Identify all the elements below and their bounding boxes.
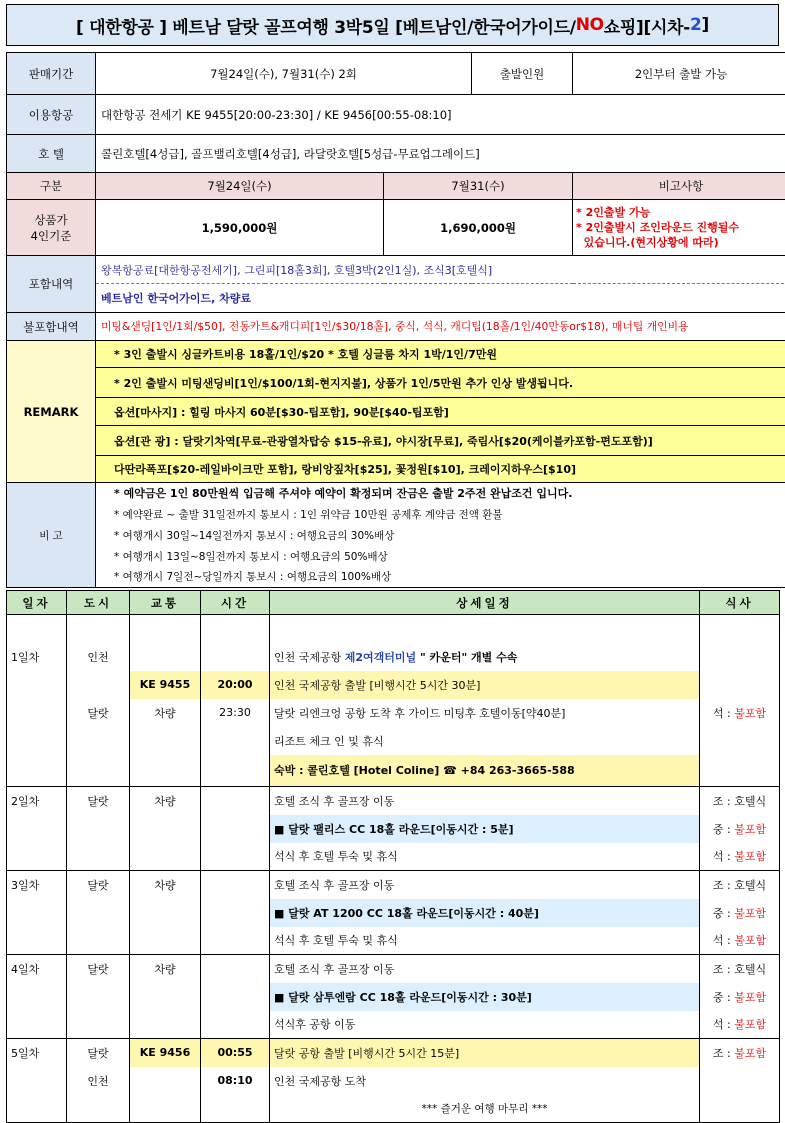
remark-3: 옵션[마사지] : 힐링 마사지 60분[$30-팁포함], 90분[$40-팁포함] — [96, 398, 785, 426]
depart-label: 출발인원 — [472, 53, 573, 95]
meal-value: 호텔식 — [734, 879, 766, 892]
include-label: 포함내역 — [7, 256, 96, 313]
day3-detail-1: 호텔 조식 후 골프장 이동 — [270, 871, 700, 899]
day2-detail-3: 석식 후 호텔 투숙 및 휴식 — [270, 843, 700, 871]
price-value-2: 1,690,000원 — [384, 200, 573, 256]
page-title — [6, 4, 779, 46]
day2-meal-1 — [700, 787, 780, 815]
meal-key: 석 : — [713, 850, 734, 863]
day5-detail-1: 달랏 공항 출발 [비행시간 5시간 15분] — [270, 1039, 700, 1067]
note-5: * 여행개시 7일전~당일까지 통보시 : 여행요금의 100%배상 — [96, 567, 785, 588]
price-note — [573, 200, 785, 256]
day2-car: 차량 — [130, 787, 201, 815]
day5-time2: 08:10 — [201, 1067, 270, 1095]
day3-detail-3: 석식 후 호텔 투숙 및 휴식 — [270, 927, 700, 955]
meal-key: 석 : — [713, 934, 734, 947]
meal-key: 석 : — [713, 707, 734, 720]
day1-car: 차량 — [130, 699, 201, 727]
day1-detail-2: 인천 국제공항 출발 [비행시간 5시간 30분] — [270, 671, 700, 699]
day2-golf: ■ 달랏 팰리스 CC 18홀 라운드[이동시간 : 5분] — [270, 815, 700, 843]
remark-label: REMARK — [7, 341, 96, 483]
air-label: 이용항공 — [7, 95, 96, 135]
meal-key: 조 : — [713, 795, 734, 808]
day4-city: 달랏 — [67, 955, 130, 983]
day1-detail-4: 리조트 체크 인 및 휴식 — [270, 727, 700, 755]
price-head-date2: 7월31(수) — [384, 173, 573, 200]
day4-car: 차량 — [130, 955, 201, 983]
day5-time1: 00:55 — [201, 1039, 270, 1067]
day1-terminal: 제2여객터미널 — [345, 651, 416, 664]
price-label — [7, 200, 96, 256]
price-head-note: 비고사항 — [573, 173, 785, 200]
day1-detail-1c: " 카운터" 개별 수속 — [416, 651, 517, 664]
price-head-date1: 7월24일(수) — [96, 173, 384, 200]
meal-value: 불포함 — [734, 991, 766, 1004]
title-no-shopping: NO — [576, 15, 604, 35]
it-head-trans: 교통 — [130, 591, 201, 615]
day1-detail-1 — [270, 643, 700, 671]
day5-meal-1 — [700, 1039, 780, 1067]
day2-meal-2 — [700, 815, 780, 843]
day1-label: 1일차 — [7, 643, 67, 671]
meal-key: 석 : — [713, 1018, 734, 1031]
day1-time1: 20:00 — [201, 671, 270, 699]
meal-value: 호텔식 — [734, 795, 766, 808]
meal-value: 불포함 — [734, 823, 766, 836]
day3-meal-1 — [700, 871, 780, 899]
day2-city: 달랏 — [67, 787, 130, 815]
note-2: * 예약완료 ~ 출발 31일전까지 통보시 : 1인 위약금 10만원 공제후 계약금 전액 환불 — [96, 504, 785, 525]
remark-2: * 2인 출발시 미팅샌딩비[1인/$100/1회-현지지불], 상품가 1인/5만원 추가 인상 발생됩니다. — [96, 368, 785, 398]
day5-city1: 달랏 — [67, 1039, 130, 1067]
day4-golf: ■ 달랏 삼투엔람 CC 18홀 라운드[이동시간 : 30분] — [270, 983, 700, 1011]
it-head-meal: 식사 — [700, 591, 780, 615]
it-head-city: 도시 — [67, 591, 130, 615]
notes-label: 비 고 — [7, 483, 96, 588]
day1-detail-1a: 인천 국제공항 — [274, 651, 345, 664]
day3-label: 3일차 — [7, 871, 67, 899]
air-value: 대한항공 전세기 KE 9455[20:00-23:30] / KE 9456[00:55-08:10] — [96, 95, 785, 135]
day4-detail-3: 석식후 공항 이동 — [270, 1011, 700, 1039]
include-line-2: 베트남인 한국어가이드, 차량료 — [96, 284, 785, 313]
price-label-2: 4인기준 — [31, 229, 72, 243]
info-table — [6, 52, 785, 588]
itinerary-table — [6, 590, 780, 1123]
sale-label: 판매기간 — [7, 53, 96, 95]
sale-value: 7월24일(수), 7월31(수) 2회 — [96, 53, 472, 95]
title-part: [ 대한항공 ] 베트남 달랏 골프여행 3박5일 [베트남인/한국어가이드/ — [76, 13, 576, 38]
note-4: * 여행개시 13일~8일전까지 통보시 : 여행요금의 50%배상 — [96, 546, 785, 567]
include-line-1: 왕복항공료[대한항공전세기], 그린피[18홀3회], 호텔3박(2인1실), 조식3[호텔식] — [96, 256, 785, 284]
price-label-1: 상품가 — [34, 213, 67, 227]
remark-1: * 3인 출발시 싱글카트비용 18홀/1인/$20 * 호텔 싱글룸 차지 1박/1인/7만원 — [96, 341, 785, 368]
day1-city2: 달랏 — [67, 699, 130, 727]
exclude-value: 미팅&샌딩[1인/1회/$50], 전동카트&캐디피[1인/$30/18홀], 중식, 석식, 캐디팁(18홀/1인/40만동or$18), 매너팁 개인비용 — [96, 313, 785, 341]
price-value-1: 1,590,000원 — [96, 200, 384, 256]
it-head-day: 일자 — [7, 591, 67, 615]
meal-value: 불포함 — [734, 1047, 766, 1060]
day4-meal-3 — [700, 1011, 780, 1039]
day3-golf: ■ 달랏 AT 1200 CC 18홀 라운드[이동시간 : 40분] — [270, 899, 700, 927]
meal-value: 불포함 — [734, 934, 766, 947]
day1-meal — [700, 699, 780, 727]
day4-detail-1: 호텔 조식 후 골프장 이동 — [270, 955, 700, 983]
day1-detail-3: 달랏 리엔크엉 공항 도착 후 가이드 미팅후 호텔이동[약40분] — [270, 699, 700, 727]
hotel-label: 호 텔 — [7, 135, 96, 173]
price-note-2: * 2인출발시 조인라운드 진행될수 — [576, 221, 739, 234]
meal-key: 조 : — [713, 1047, 734, 1060]
day5-city2: 인천 — [67, 1067, 130, 1095]
meal-key: 중 : — [713, 907, 734, 920]
day1-hotel: 숙박 : 콜린호텔 [Hotel Coline] ☎ +84 263-3665-588 — [270, 755, 700, 787]
meal-value: 호텔식 — [734, 963, 766, 976]
remark-4: 옵션[관 광] : 달랏기차역[무료-관광열차탑승 $15-유료], 야시장[무료], 죽림사[$20(케이블카포함-편도포함)] — [96, 426, 785, 456]
day2-detail-1: 호텔 조식 후 골프장 이동 — [270, 787, 700, 815]
meal-value: 불포함 — [734, 1018, 766, 1031]
meal-key: 중 : — [713, 991, 734, 1004]
meal-key: 조 : — [713, 879, 734, 892]
it-head-detail: 상세일정 — [270, 591, 700, 615]
price-note-3: 있습니다.(현지상황에 따라) — [576, 236, 719, 249]
remark-5: 다딴라폭포[$20-레일바이크만 포함], 랑비앙짚차[$25], 꽃정원[$10], 크레이지하우스[$10] — [96, 456, 785, 483]
price-head-type: 구분 — [7, 173, 96, 200]
depart-value: 2인부터 출발 가능 — [573, 53, 785, 95]
day1-flight: KE 9455 — [130, 671, 201, 699]
day3-car: 차량 — [130, 871, 201, 899]
day1-time2: 23:30 — [201, 699, 270, 727]
day3-city: 달랏 — [67, 871, 130, 899]
exclude-label: 불포함내역 — [7, 313, 96, 341]
title-timezone: 2 — [690, 15, 702, 35]
day4-meal-1 — [700, 955, 780, 983]
meal-key: 중 : — [713, 823, 734, 836]
day5-closing: *** 즐거운 여행 마무리 *** — [270, 1095, 700, 1123]
price-note-1: * 2인출발 가능 — [576, 206, 650, 219]
day3-meal-3 — [700, 927, 780, 955]
hotel-value: 콜린호텔[4성급], 골프밸리호텔[4성급], 라달랏호텔[5성급-무료업그레이드] — [96, 135, 785, 173]
meal-value: 불포함 — [734, 707, 766, 720]
title-part: 쇼핑][시차- — [604, 13, 690, 38]
it-head-time: 시간 — [201, 591, 270, 615]
day2-label: 2일차 — [7, 787, 67, 815]
meal-value: 불포함 — [734, 907, 766, 920]
day5-detail-2: 인천 국제공항 도착 — [270, 1067, 700, 1095]
note-1: * 예약금은 1인 80만원씩 입금해 주셔야 예약이 확정되며 잔금은 출발 2주전 완납조건 입니다. — [96, 483, 785, 504]
day2-meal-3 — [700, 843, 780, 871]
note-3: * 여행개시 30일~14일전까지 통보시 : 여행요금의 30%배상 — [96, 525, 785, 546]
day5-flight: KE 9456 — [130, 1039, 201, 1067]
day1-city1: 인천 — [67, 643, 130, 671]
day3-meal-2 — [700, 899, 780, 927]
day5-label: 5일차 — [7, 1039, 67, 1067]
day4-label: 4일차 — [7, 955, 67, 983]
meal-value: 불포함 — [734, 850, 766, 863]
day4-meal-2 — [700, 983, 780, 1011]
meal-key: 조 : — [713, 963, 734, 976]
title-part: ] — [702, 15, 709, 35]
